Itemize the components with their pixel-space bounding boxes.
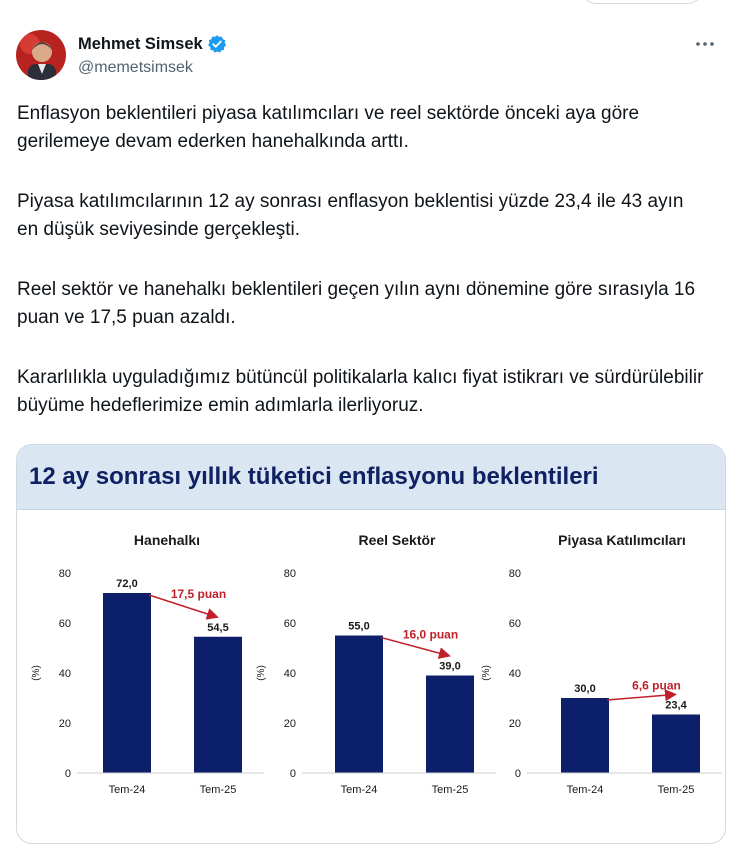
chart-title: Reel Sektör xyxy=(358,532,436,548)
y-tick-label: 60 xyxy=(283,618,296,630)
author-name[interactable]: Mehmet Simsek xyxy=(78,34,203,53)
card-header xyxy=(17,445,725,510)
more-options-icon[interactable] xyxy=(694,34,716,54)
bar xyxy=(652,715,700,774)
attached-image-card[interactable] xyxy=(16,444,726,844)
change-annotation: 6,6 puan xyxy=(632,678,681,693)
y-tick-label: 20 xyxy=(508,718,521,730)
post-paragraph-3: Reel sektör ve hanehalkı beklentileri geçen yılın aynı dönemine göre sırasıyla 16 puan ve 17,5 puan azaldı. xyxy=(17,279,696,328)
x-tick-label: Tem-25 xyxy=(657,784,695,796)
avatar[interactable] xyxy=(16,30,66,80)
post-paragraph-2: Piyasa katılımcılarının 12 ay sonrası enflasyon beklentisi yüzde 23,4 ile 43 ayın en düşük seviyesinde gerçekleşti. xyxy=(17,191,684,240)
bar-value-label: 54,5 xyxy=(207,621,229,634)
y-tick-label: 80 xyxy=(508,568,521,580)
x-tick-label: Tem-24 xyxy=(108,784,146,796)
bar xyxy=(426,676,474,774)
y-tick-label: 80 xyxy=(283,568,296,580)
y-tick-label: 0 xyxy=(289,768,296,780)
bar xyxy=(561,698,609,773)
y-tick-label: 80 xyxy=(58,568,71,580)
x-tick-label: Tem-24 xyxy=(566,784,604,796)
bar-charts xyxy=(17,509,726,844)
post-paragraph-4: Kararlılıkla uyguladığımız bütüncül politikalarla kalıcı fiyat istikrarı ve sürdürülebilir büyüme hedeflerimize emin adımlarla ilerliyoruz. xyxy=(17,367,704,416)
bar xyxy=(103,593,151,773)
post-paragraph-1: Enflasyon beklentileri piyasa katılımcıları ve reel sektörde önceki aya göre gerilemeye devam ederken hanehalkında arttı. xyxy=(17,103,640,152)
y-tick-label: 60 xyxy=(58,618,71,630)
bar-value-label: 72,0 xyxy=(116,578,138,590)
change-arrow xyxy=(607,695,674,701)
post-header xyxy=(16,30,716,84)
y-axis-label: (%) xyxy=(481,665,492,681)
card-title: 12 ay sonrası yıllık tüketici enflasyonu beklentileri xyxy=(29,463,599,490)
change-annotation: 17,5 puan xyxy=(170,586,227,601)
x-tick-label: Tem-24 xyxy=(340,784,378,796)
change-annotation: 16,0 puan xyxy=(402,627,459,642)
post-text xyxy=(17,100,707,452)
y-axis-label: (%) xyxy=(31,665,42,681)
y-tick-label: 40 xyxy=(58,668,71,680)
bar-value-label: 55,0 xyxy=(348,620,370,633)
y-tick-label: 20 xyxy=(283,718,296,730)
y-tick-label: 40 xyxy=(508,668,521,680)
x-tick-label: Tem-25 xyxy=(431,784,469,796)
bar-value-label: 30,0 xyxy=(574,683,596,695)
y-axis-label: (%) xyxy=(256,665,267,681)
author-handle[interactable]: @memetsimsek xyxy=(78,59,193,76)
y-tick-label: 20 xyxy=(58,718,71,730)
y-tick-label: 0 xyxy=(64,768,71,780)
bar xyxy=(335,636,383,774)
bar-value-label: 39,0 xyxy=(439,660,461,673)
chart-title: Hanehalkı xyxy=(133,532,201,548)
y-tick-label: 60 xyxy=(508,618,521,630)
chart-title: Piyasa Katılımcıları xyxy=(558,532,686,548)
y-tick-label: 40 xyxy=(283,668,296,680)
top-button-stub xyxy=(582,0,702,4)
y-tick-label: 0 xyxy=(514,768,521,780)
bar-value-label: 23,4 xyxy=(665,699,687,712)
bar xyxy=(194,637,242,773)
verified-badge-icon xyxy=(207,34,227,54)
x-tick-label: Tem-25 xyxy=(199,784,237,796)
